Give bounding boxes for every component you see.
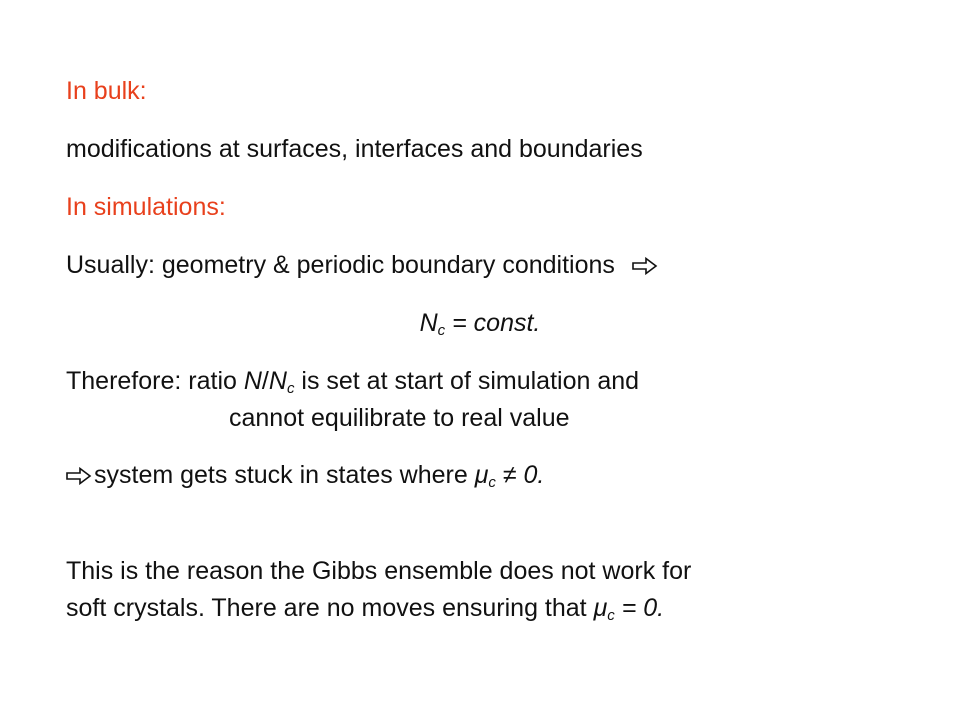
therefore-line-1 (66, 366, 639, 396)
usually-text: Usually: geometry & periodic boundary conditions (66, 251, 615, 279)
mu-equals-zero-text: = 0. (614, 594, 665, 622)
stuck-text: system gets stuck in states where (94, 461, 475, 489)
nc-subscript: c (437, 322, 446, 339)
mu-gibbs-subscript: c (607, 607, 615, 624)
therefore-prefix: Therefore: ratio (66, 367, 244, 395)
gibbs-line-2-text: soft crystals. There are no moves ensuring that (66, 594, 594, 622)
n-symbol: N (243, 367, 262, 395)
bulk-modifications-text: modifications at surfaces, interfaces and boundaries (66, 135, 643, 163)
heading-in-simulations: In simulations: (66, 193, 226, 221)
gibbs-line-1: This is the reason the Gibbs ensemble does not work for (66, 557, 692, 585)
mu-symbol-gibbs: μ (593, 594, 608, 622)
therefore-line-2: cannot equilibrate to real value (229, 404, 570, 432)
mu-subscript: c (488, 474, 496, 491)
hollow-right-arrow-icon (66, 467, 92, 485)
nc-ratio-subscript: c (286, 380, 295, 397)
nc-const-line (0, 308, 960, 338)
ratio-slash: / (261, 367, 269, 395)
therefore-suffix: is set at start of simulation and (294, 367, 640, 395)
gibbs-line-2 (66, 593, 664, 623)
usually-line (66, 250, 658, 280)
nc-symbol-ratio: N (268, 367, 287, 395)
mu-not-zero-text: ≠ 0. (495, 461, 545, 489)
nc-symbol: N (419, 309, 438, 337)
nc-const-text: = const. (445, 309, 541, 337)
stuck-line (66, 460, 544, 490)
hollow-right-arrow-icon (632, 257, 658, 275)
mu-symbol: μ (474, 461, 489, 489)
heading-in-bulk: In bulk: (66, 77, 147, 105)
